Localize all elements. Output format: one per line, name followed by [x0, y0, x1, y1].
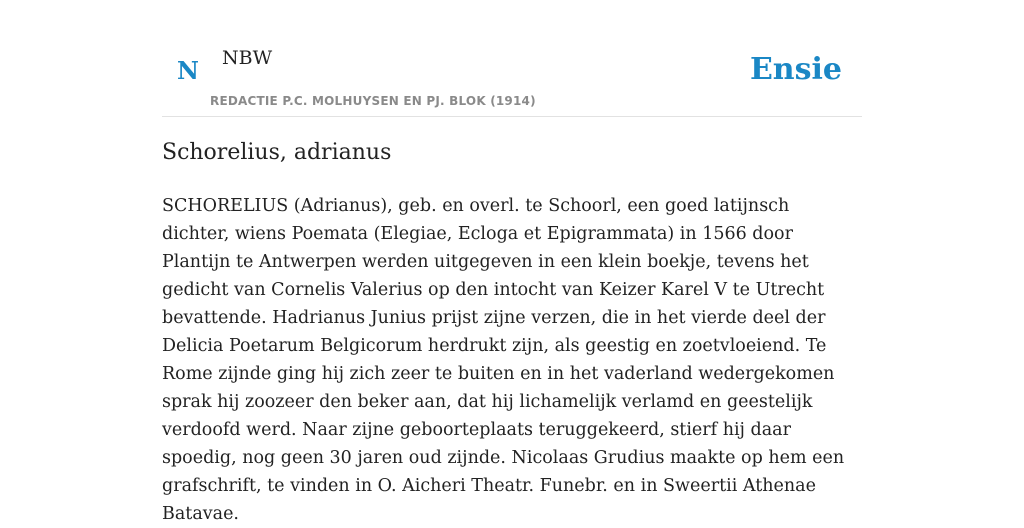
source-title[interactable]: NBW — [222, 47, 273, 69]
article-title: Schorelius, adrianus — [162, 140, 392, 165]
article-body: SCHORELIUS (Adrianus), geb. en overl. te Schoorl, een goed latijnsch dichter, wiens Poemata (Elegiae, Ecloga et Epigrammata) in 1566 door Plantijn te Antwerpen werden uitgegeven in een klein boekje, tevens het gedicht van Cornelis Valerius op den intocht van Keizer Karel V te Utrecht bevattende. Hadrianus Junius prijst zijne verzen, die in het vierde deel der Delicia Poetarum Belgicorum herdrukt zijn, als geestig en zoetvloeiend. Te Rome zijnde ging hij zich zeer te buiten en in het vaderland wedergekomen sprak hij zoozeer den beker aan, dat hij lichamelijk verlamd en geestelijk verdoofd werd. Naar zijne geboorteplaats teruggekeerd, stierf hij daar spoedig, nog geen 30 jaren oud zijnde. Nicolaas Grudius maakte op hem een grafschrift, te vinden in O. Aicheri Theatr. Funebr. en in Sweertii Athenae Batavae. — [162, 196, 845, 524]
ensie-logo[interactable]: Ensie — [749, 52, 842, 87]
source-logo[interactable]: N — [177, 56, 199, 85]
header — [162, 0, 862, 117]
source-editors: REDACTIE P.C. MOLHUYSEN EN PJ. BLOK (1914) — [210, 94, 536, 108]
